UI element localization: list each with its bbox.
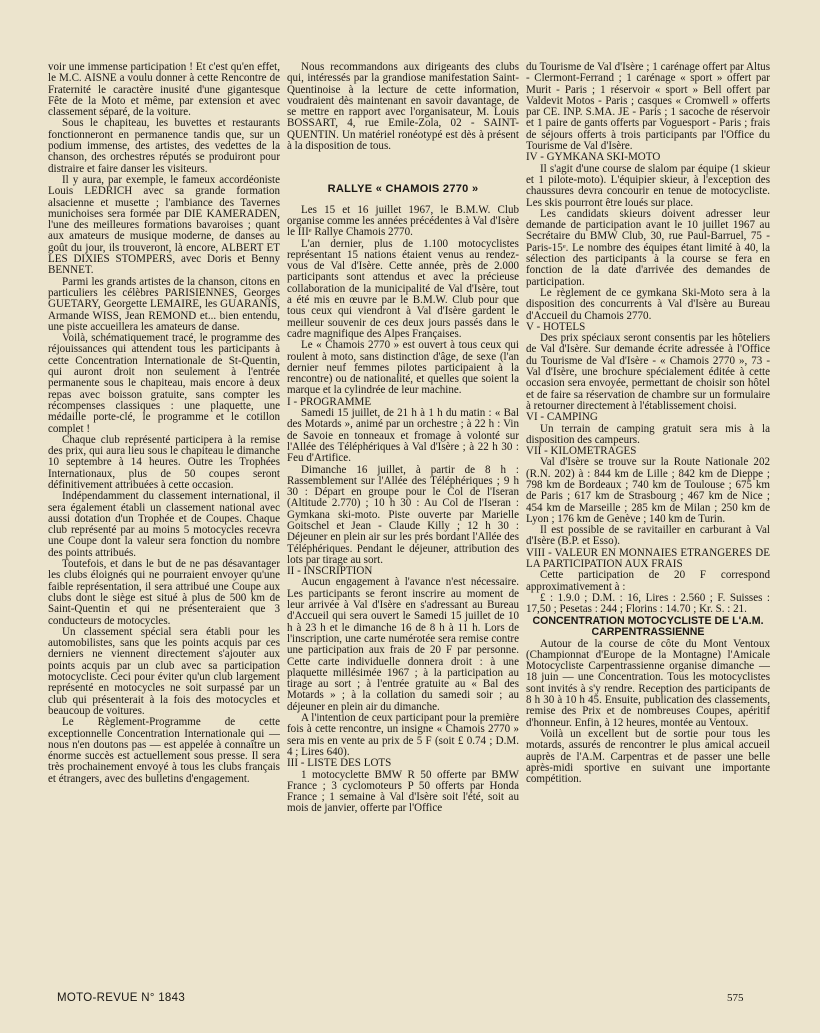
paragraph: Le règlement de ce gymkana Ski-Moto sera à la disposition des concurrents à Val d'Isère au Bureau d'Accueil du Chamois 2770.: [526, 286, 770, 322]
paragraph: Aucun engagement à l'avance n'est nécessaire. Les participants se feront inscrire au moment de leur arrivée à Val d'Isère en s'adressant au Bureau d'Accueil qui sera ouvert le Samedi 15 juillet de 10 h à 23 h et le dimanche 16 de 8 h à 11 h. Lors de l'inscription, une carte numérotée sera remise contre une participation aux frais de 20 F par personne. Cette carte individuelle donnera droit : à une plaquette millésimée 1967 ; à la participation au tirage au sort ; à l'entrée gratuite au « Bal des Motards » ; à la collation du samedi soir ; au déjeuner en plein air du dimanche.: [287, 576, 519, 713]
paragraph: Le « Chamois 2770 » est ouvert à tous ceux qui roulent à moto, sans distinction d'âge, de sexe (l'an dernier neuf femmes pilotes participaient à la rencontre) ou de nationalité, et quelles que soient la marque et la cylindrée de leur machine.: [287, 339, 519, 397]
paragraph: Il s'agit d'une course de slalom par équipe (1 skieur et 1 pilote-moto). L'équipier skieur, à l'exception des chaussures devra concourir en tenue de motocycliste. Les skis pourront être loués sur place.: [526, 162, 770, 209]
paragraph: Le Règlement-Programme de cette exceptionnelle Concentration Internationale qui — nous n'en doutons pas — est appelée à connaître un énorme succès est actuellement sous presse. Il sera très prochainement envoyé à tous les clubs français et étrangers, avec des bulletins d'engagement.: [48, 716, 280, 785]
paragraph: Samedi 15 juillet, de 21 h à 1 h du matin : « Bal des Motards », animé par un orchestre ; à 22 h : Vin de Savoie en tonneaux et fromage à volonté sur l'Allée des Téléphériques à Val d'Isère ; à 22 h 30 : Feu d'Artifice.: [287, 407, 519, 465]
section-heading: VI - CAMPING: [526, 411, 598, 424]
paragraph: Chaque club représenté participera à la remise des prix, qui aura lieu sous le chapiteau le dimanche 10 septembre à 14 heures. Outre les Trophées Internationaux, plus de 50 coupes seront définitivement attribuées à cette occasion.: [48, 433, 280, 491]
paragraph: Nous recommandons aux dirigeants des clubs qui, intéressés par la grandiose manifestation Saint-Quentinoise à la lecture de cette information, voudraient dès maintenant en savoir davantage, de se mettre en rapport avec l'organisateur, M. Louis BOSSART, 4, rue Emile-Zola, 02 - SAINT-QUENTIN. Un matériel ronéotypé est dès à présent à la disposition de tous.: [287, 62, 519, 153]
article-title-carpentras: CONCENTRATION MOTOCYCLISTE DE L'A.M. CARPENTRASSIENNE: [532, 614, 764, 639]
footer-page-number: 575: [727, 992, 744, 1004]
column-right: [526, 62, 770, 968]
section-heading: VII - KILOMETRAGES: [526, 445, 637, 458]
paragraph: Un classement spécial sera établi pour les automobilistes, sans que les points acquis par ces derniers ne viennent directement s'ajouter aux points acquis par un club avec sa participation motocycliste. Ceci pour éviter qu'un club largement représenté en motocycles ne soit surpassé par un club qui présenterait à la fois des motocycles et beaucoup de voitures.: [48, 625, 280, 717]
paragraph: Des prix spéciaux seront consentis par les hôteliers de Val d'Isère. Sur demande écrite adressée à l'Office du Tourisme de Val d'Isère - « Chamois 2770 », 73 - Val d'Isère, une brochure spécialement éditée à cette occasion sera envoyée, permettant de choisir son hôtel et de faire sa réservation de chambre sur un formulaire à retourner directement à l'établissement choisi.: [526, 332, 770, 412]
paragraph: Sous le chapiteau, les buvettes et restaurants fonctionneront en permanence tandis que, sur un podium immense, des artistes, des vedettes de la chanson, des orchestres réputés se produiront pour distraire et faire danser les visiteurs.: [48, 117, 280, 175]
paragraph: Indépendamment du classement international, il sera également établi un classement national avec aussi dotation d'un Trophée et de Coupes. Chaque club représenté par au moins 5 motocycles recevra une Coupe dont la valeur sera fonction du nombre des points attribués.: [48, 490, 280, 559]
section-heading: VIII - VALEUR EN MONNAIES ETRANGERES DE LA PARTICIPATION AUX FRAIS: [526, 546, 770, 571]
paragraph: Voilà un excellent but de sortie pour tous les motards, assurés de rencontrer le plus amical accueil auprès de l'A.M. Carpentras et de passer une belle après-midi sportive en suivant une importante compétition.: [526, 727, 770, 786]
column-middle: [287, 62, 519, 968]
paragraph: Val d'Isère se trouve sur la Route Nationale 202 (R.N. 202) à : 844 km de Lille ; 842 km de Dieppe ; 798 km de Bordeaux ; 740 km de Toulouse ; 675 km de Paris ; 617 km de Strasbourg ; 467 km de Nice ; 454 km de Marseille ; 285 km de Milan ; 250 km de Lyon ; 176 km de Genève ; 140 km de Turin.: [526, 456, 770, 525]
article-title-rallye: RALLYE « CHAMOIS 2770 »: [327, 183, 479, 196]
paragraph: Voilà, schématiquement tracé, le programme des réjouissances qui attendent tous les participants à cette Concentration Internationale de St-Quentin, qui auront droit non seulement à l'entrée permanente sous le chapiteau, mais encore à deux repas avec boisson gratuite, sans compter les récompenses classiques : une plaquette, une médaille porte-clé, le programme et le cotillon complet !: [48, 332, 280, 435]
paragraph: Toutefois, et dans le but de ne pas désavantager les clubs éloignés qui ne pourraient envoyer qu'une faible représentation, il sera attribué une Coupe aux clubs dont le siège est situé à plus de 500 km de Saint-Quentin et qui ne présenteraient que 3 conducteurs de motocycles.: [48, 558, 280, 627]
column-left: [48, 62, 280, 968]
section-heading: I - PROGRAMME: [287, 395, 372, 408]
paragraph: Autour de la course de côte du Mont Ventoux (Championnat d'Europe de la Montagne) l'Amicale Motocycliste Carpentrassienne organise dimanche — 18 juin — une Concentration. Tous les motocyclistes sont invités à s'y rendre. Reception des participants de 8 h 30 à 10 h 45. Ensuite, publication des classements, remise des Prix et de nombreuses Coupes, apéritif d'honneur. Enfin, à 12 heures, montée au Ventoux.: [526, 637, 770, 729]
footer-magazine-name: MOTO-REVUE N° 1843: [57, 992, 186, 1004]
paragraph: A l'intention de ceux participant pour la première fois à cette rencontre, un insigne « Chamois 2770 » sera mis en vente au prix de 5 F (soit £ 0.74 ; D.M. 4 ; Lires 640).: [287, 712, 519, 758]
paragraph: Les candidats skieurs doivent adresser leur demande de participation avant le 10 juillet 1967 au Secrétaire du BMW Club, 30, rue Paul-Barruel, 75 - Paris-15ᵉ. Le nombre des équipes étant limité à 40, la sélection des participants à la course se fera en fonction de la date d'arrivée des demandes de participation.: [526, 207, 770, 288]
paragraph: Cette participation de 20 F correspond approximativement à :: [526, 569, 770, 593]
paragraph: Dimanche 16 juillet, à partir de 8 h : Rassemblement sur l'Allée des Téléphériques ; 9 h 30 : Départ en groupe pour le Col de l'Iseran (Altitude 2.770) ; 10 h 30 : Au Col de l'Iseran : Gymkana ski-moto. Piste ouverte par Marielle Goitschel et Jean - Claude Killy ; 12 h 30 : Déjeuner en plein air sur les prés bordant l'Allée des Téléphériques. Pendant le déjeuner, attribution des lots par tirage au sort.: [287, 463, 519, 566]
paragraph: Il y aura, par exemple, le fameux accordéoniste Louis LEDRICH avec sa grande formation alsacienne et musette ; l'ambiance des Tavernes munichoises sera formée par DIE KAMERADEN, l'une des meilleures formations bavaroises ; quant aux amateurs de musique moderne, de danses au goût du jour, ils trouveront, là encore, ALBERT ET LES DIXIES STOMPERS, avec Doris et Benny BENNET.: [48, 173, 280, 277]
paragraph: Les 15 et 16 juillet 1967, le B.M.W. Club organise comme les années précédentes à Val d'Isère le IIIᵉ Rallye Chamois 2770.: [287, 203, 519, 239]
spacer: [287, 152, 519, 170]
paragraph: Parmi les grands artistes de la chanson, citons en particuliers les célèbres PARISIENNES, Georges GUETARY, Georgette LEMAIRE, les GUARANIS, Armande WISS, Jean REMOND et... bien entendu, une piste accueillera les amateurs de danse.: [48, 275, 280, 333]
section-heading: IV - GYMKANA SKI-MOTO: [526, 151, 661, 164]
section-heading: III - LISTE DES LOTS: [287, 757, 392, 770]
paragraph: Il est possible de se ravitailler en carburant à Val d'Isère (B.P. et Esso).: [526, 524, 770, 548]
paragraph: L'an dernier, plus de 1.100 motocyclistes représentant 15 nations étaient venus au rendez-vous de Val d'Isère. Cette année, près de 2.000 participants sont attendus et avec la précieuse collaboration de la municipalité de Val d'Isère, tout a été mis en œuvre par le B.M.W. Club pour que tous ceux qui viendront à Val d'Isère gardent le meilleur souvenir de ces deux jours passés dans le cadre magnifique des Alpes Françaises.: [287, 237, 519, 340]
paragraph: Un terrain de camping gratuit sera mis à la disposition des campeurs.: [526, 422, 770, 446]
paragraph: voir une immense participation ! Et c'est qu'en effet, le M.C. AISNE a voulu donner à cette Rencontre de Fraternité le caractère inusité d'une gigantesque Fête de la Moto et même, par extension et avec classement séparé, de la voiture.: [48, 62, 280, 119]
section-heading: II - INSCRIPTION: [287, 565, 373, 578]
paragraph: du Tourisme de Val d'Isère ; 1 carénage offert par Altus - Clermont-Ferrand ; 1 carénage « sport » offert par Murit - Paris ; 1 réservoir « sport » Bell offert par Valdevit Motos - Paris ; casques « Cromwell » offerts par CE. INP. S.MA. JE - Paris ; 1 sacoche de réservoir et 1 paire de gants offerts par Voguesport - Paris ; frais de séjours offerts à trois participants par l'Office du Tourisme de Val d'Isère.: [526, 62, 770, 153]
section-heading: V - HOTELS: [526, 320, 586, 333]
paragraph: 1 motocyclette BMW R 50 offerte par BMW France ; 3 cyclomoteurs P 50 offerts par Honda France ; 1 semaine à Val d'Isère soit l'été, soit au mois de janvier, offerte par l'Office: [287, 768, 519, 815]
paragraph: £ : 1.9.0 ; D.M. : 16, Lires : 2.560 ; F. Suisses : 17,50 ; Pesetas : 244 ; Florins : 14.70 ; Kr. S. : 21.: [526, 591, 770, 616]
